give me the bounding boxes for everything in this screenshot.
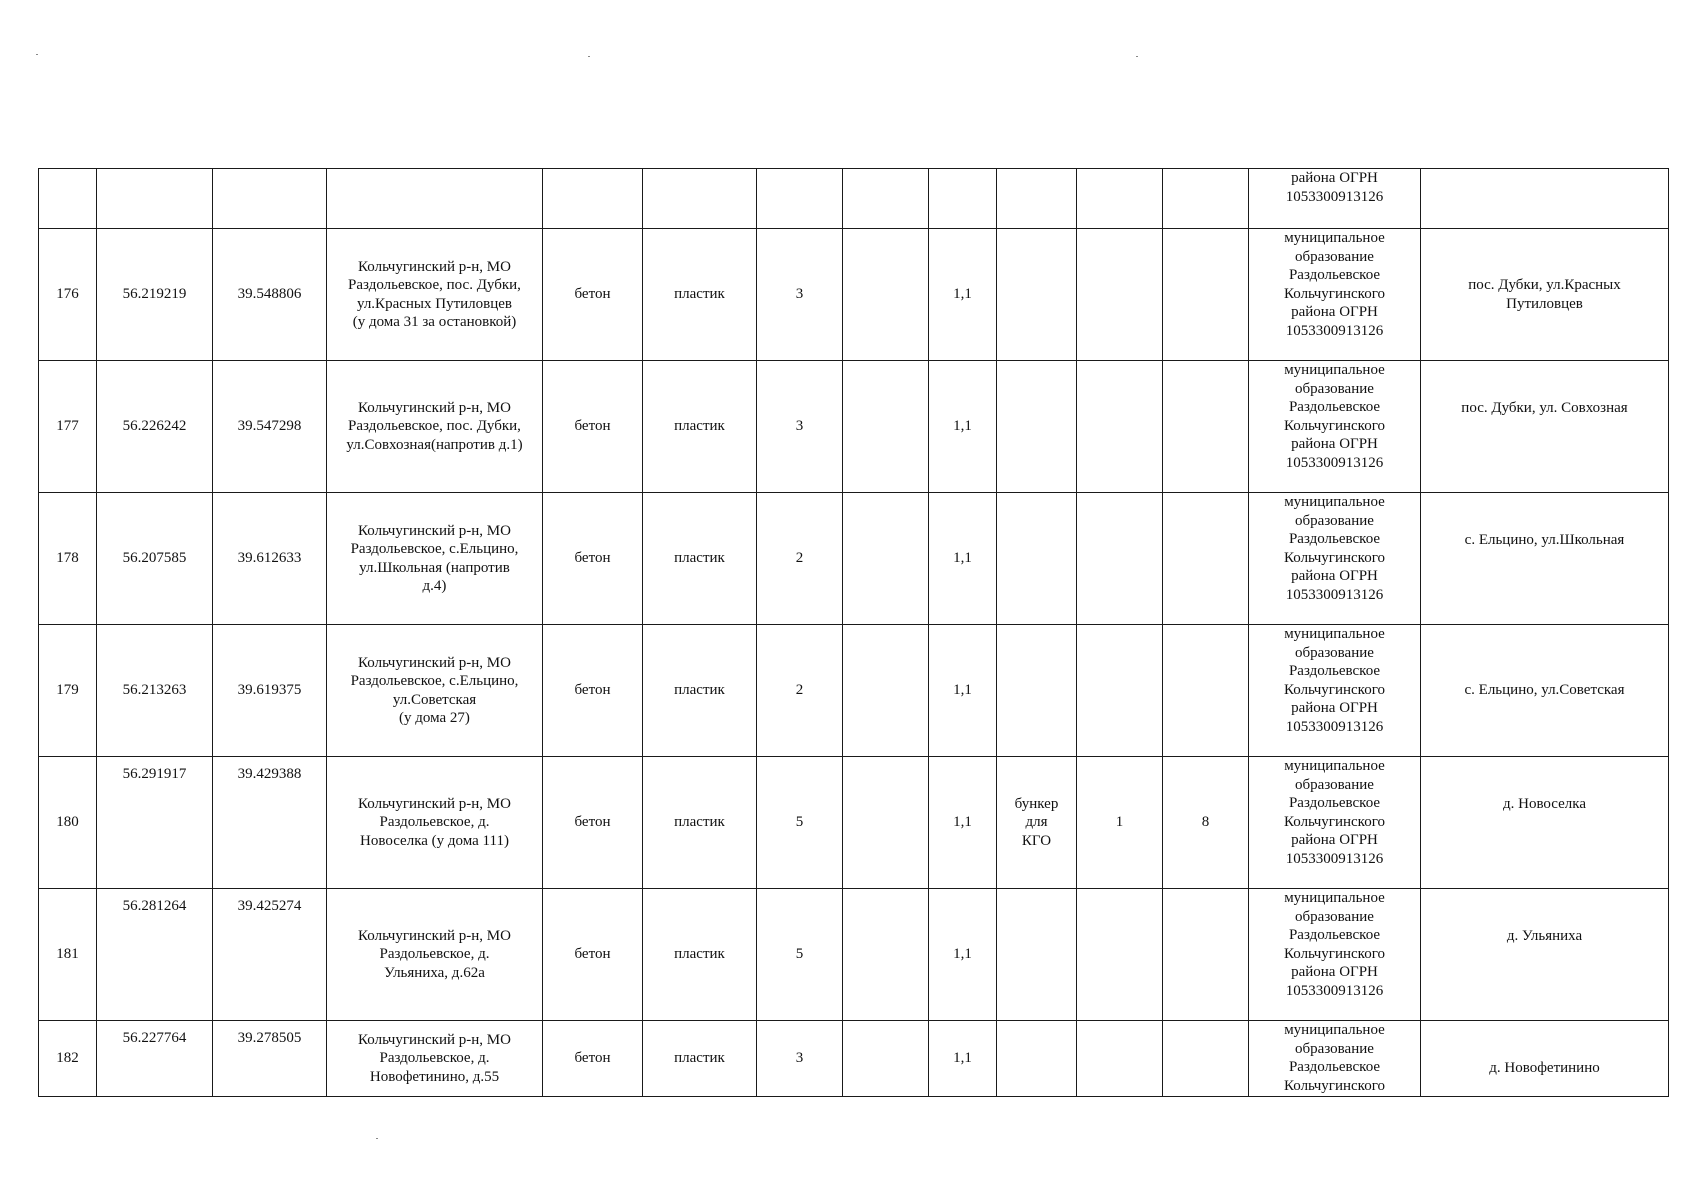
container-text: пластик: [674, 682, 725, 699]
volume-text: 1,1: [953, 286, 972, 303]
cell-num: [39, 889, 97, 1021]
cell-bunker-type: [997, 169, 1077, 229]
count-text: 3: [795, 286, 804, 303]
num-text: 179: [56, 682, 79, 699]
cell-count: [757, 1021, 843, 1097]
count-text: 3: [795, 1050, 804, 1067]
volume-text: 1,1: [953, 550, 972, 567]
base-text: бетон: [574, 682, 611, 699]
cell-bunker-volume: [1163, 361, 1249, 493]
scan-speck: [36, 54, 38, 55]
cell-base: [543, 625, 643, 757]
address-text: Кольчугинский р-н, МО Раздольевское, с.Ельцино, ул.Советская (у дома 27): [350, 654, 519, 726]
volume-text: 1,1: [953, 946, 972, 963]
cell-bunker-count: [1077, 361, 1163, 493]
cell-num: [39, 169, 97, 229]
address-text: Кольчугинский р-н, МО Раздольевское, д. Новоселка (у дома 111): [358, 795, 511, 849]
cell-volume: [929, 889, 997, 1021]
count-text: 2: [795, 682, 804, 699]
cell-lon: [213, 625, 327, 757]
cell-volume: [929, 169, 997, 229]
lon-text: 39.612633: [237, 550, 302, 567]
source-text: пос. Дубки, ул. Совхозная: [1461, 400, 1628, 416]
num-text: 176: [56, 286, 79, 303]
cell-lat: [97, 361, 213, 493]
cell-bunker-type: [997, 361, 1077, 493]
cell-container: [643, 757, 757, 889]
source-text: пос. Дубки, ул.Красных Путиловцев: [1468, 277, 1621, 312]
bunker-count-text: 1: [1115, 814, 1124, 831]
cell-owner: [1249, 361, 1421, 493]
table-row: [39, 493, 1669, 625]
num-text: 180: [56, 814, 79, 831]
cell-bunker-count: [1077, 169, 1163, 229]
cell-bunker-count: [1077, 229, 1163, 361]
num-text: 177: [56, 418, 79, 435]
cell-empty: [843, 625, 929, 757]
owner-text: муниципальное образование Раздольевское Кольчугинского района ОГРН 1053300913126: [1284, 626, 1385, 735]
cell-empty: [843, 1021, 929, 1097]
table-row: [39, 625, 1669, 757]
cell-bunker-count: [1077, 757, 1163, 889]
continuation-row: [39, 169, 1669, 229]
cell-count: [757, 361, 843, 493]
cell-bunker-type: [997, 889, 1077, 1021]
lat-text: 56.281264: [122, 898, 187, 914]
bunker-type-text: бункер для КГО: [1014, 795, 1059, 849]
cell-count: [757, 169, 843, 229]
bunker-volume-text: 8: [1201, 814, 1210, 831]
cell-count: [757, 493, 843, 625]
cell-bunker-volume: [1163, 1021, 1249, 1097]
address-text: Кольчугинский р-н, МО Раздольевское, пос. Дубки, ул.Красных Путиловцев (у дома 31 за остановкой): [348, 258, 521, 330]
lat-text: 56.226242: [122, 418, 187, 435]
scan-speck: [588, 56, 590, 57]
owner-text: муниципальное образование Раздольевское Кольчугинского района ОГРН 1053300913126: [1284, 362, 1385, 471]
lat-text: 56.291917: [122, 766, 187, 782]
source-text: с. Ельцино, ул.Советская: [1464, 682, 1625, 699]
table-row: [39, 1021, 1669, 1097]
owner-text: района ОГРН 1053300913126: [1285, 170, 1384, 205]
cell-lon: [213, 361, 327, 493]
lat-text: 56.207585: [122, 550, 187, 567]
cell-source: [1421, 169, 1669, 229]
lon-text: 39.548806: [237, 286, 302, 303]
cell-container: [643, 493, 757, 625]
container-text: пластик: [674, 814, 725, 831]
num-text: 178: [56, 550, 79, 567]
owner-text: муниципальное образование Раздольевское Кольчугинского района ОГРН 1053300913126: [1284, 230, 1385, 339]
cell-bunker-type: [997, 493, 1077, 625]
cell-owner: [1249, 757, 1421, 889]
owner-text: муниципальное образование Раздольевское Кольчугинского района ОГРН 1053300913126: [1284, 758, 1385, 867]
cell-num: [39, 493, 97, 625]
cell-bunker-volume: [1163, 169, 1249, 229]
cell-owner: [1249, 625, 1421, 757]
lon-text: 39.429388: [237, 766, 302, 782]
volume-text: 1,1: [953, 814, 972, 831]
table-row: [39, 889, 1669, 1021]
count-text: 2: [795, 550, 804, 567]
cell-lon: [213, 757, 327, 889]
source-text: д. Ульяниха: [1506, 928, 1583, 944]
cell-bunker-count: [1077, 1021, 1163, 1097]
lon-text: 39.547298: [237, 418, 302, 435]
scan-speck: [1136, 56, 1138, 57]
cell-container: [643, 169, 757, 229]
cell-bunker-volume: [1163, 493, 1249, 625]
table-row: [39, 361, 1669, 493]
cell-base: [543, 361, 643, 493]
cell-lon: [213, 889, 327, 1021]
volume-text: 1,1: [953, 682, 972, 699]
cell-bunker-volume: [1163, 229, 1249, 361]
address-text: Кольчугинский р-н, МО Раздольевское, д. Ульяниха, д.62а: [358, 927, 511, 981]
cell-bunker-volume: [1163, 757, 1249, 889]
cell-empty: [843, 169, 929, 229]
cell-count: [757, 889, 843, 1021]
cell-bunker-count: [1077, 625, 1163, 757]
cell-lat: [97, 1021, 213, 1097]
num-text: 181: [56, 946, 79, 963]
cell-num: [39, 1021, 97, 1097]
cell-lat: [97, 493, 213, 625]
base-text: бетон: [574, 550, 611, 567]
cell-owner: [1249, 493, 1421, 625]
cell-count: [757, 757, 843, 889]
container-text: пластик: [674, 418, 725, 435]
count-text: 3: [795, 418, 804, 435]
cell-lat: [97, 625, 213, 757]
cell-num: [39, 361, 97, 493]
cell-container: [643, 361, 757, 493]
cell-address: [327, 757, 543, 889]
cell-base: [543, 169, 643, 229]
cell-address: [327, 229, 543, 361]
waste-site-registry-table: [38, 168, 1669, 1097]
cell-container: [643, 1021, 757, 1097]
num-text: 182: [56, 1050, 79, 1067]
cell-address: [327, 625, 543, 757]
lon-text: 39.278505: [237, 1030, 302, 1046]
cell-base: [543, 493, 643, 625]
cell-bunker-type: [997, 625, 1077, 757]
cell-source: [1421, 493, 1669, 625]
owner-text: муниципальное образование Раздольевское Кольчугинского: [1284, 1022, 1385, 1094]
cell-base: [543, 229, 643, 361]
base-text: бетон: [574, 946, 611, 963]
lon-text: 39.425274: [237, 898, 302, 914]
base-text: бетон: [574, 1050, 611, 1067]
base-text: бетон: [574, 418, 611, 435]
owner-text: муниципальное образование Раздольевское Кольчугинского района ОГРН 1053300913126: [1284, 494, 1385, 603]
base-text: бетон: [574, 814, 611, 831]
cell-container: [643, 229, 757, 361]
container-text: пластик: [674, 550, 725, 567]
registry-body: [39, 169, 1669, 1097]
cell-volume: [929, 757, 997, 889]
table-row: [39, 757, 1669, 889]
address-text: Кольчугинский р-н, МО Раздольевское, пос. Дубки, ул.Совхозная(напротив д.1): [346, 399, 523, 453]
cell-bunker-count: [1077, 889, 1163, 1021]
cell-empty: [843, 229, 929, 361]
cell-owner: [1249, 889, 1421, 1021]
cell-lat: [97, 889, 213, 1021]
volume-text: 1,1: [953, 418, 972, 435]
cell-address: [327, 361, 543, 493]
cell-volume: [929, 361, 997, 493]
source-text: с. Ельцино, ул.Школьная: [1464, 532, 1625, 548]
cell-container: [643, 625, 757, 757]
container-text: пластик: [674, 946, 725, 963]
cell-source: [1421, 361, 1669, 493]
cell-source: [1421, 889, 1669, 1021]
cell-bunker-volume: [1163, 889, 1249, 1021]
volume-text: 1,1: [953, 1050, 972, 1067]
cell-owner: [1249, 1021, 1421, 1097]
lon-text: 39.619375: [237, 682, 302, 699]
address-text: Кольчугинский р-н, МО Раздольевское, д. Новофетинино, д.55: [358, 1031, 511, 1085]
cell-bunker-type: [997, 229, 1077, 361]
cell-lon: [213, 1021, 327, 1097]
cell-volume: [929, 625, 997, 757]
scan-speck: [376, 1138, 378, 1139]
container-text: пластик: [674, 1050, 725, 1067]
cell-source: [1421, 1021, 1669, 1097]
cell-bunker-volume: [1163, 625, 1249, 757]
cell-bunker-type: [997, 1021, 1077, 1097]
cell-num: [39, 625, 97, 757]
cell-address: [327, 169, 543, 229]
base-text: бетон: [574, 286, 611, 303]
cell-num: [39, 229, 97, 361]
container-text: пластик: [674, 286, 725, 303]
owner-text: муниципальное образование Раздольевское Кольчугинского района ОГРН 1053300913126: [1284, 890, 1385, 999]
cell-base: [543, 1021, 643, 1097]
cell-bunker-type: [997, 757, 1077, 889]
cell-lon: [213, 229, 327, 361]
source-text: д. Новоселка: [1502, 796, 1587, 812]
cell-lon: [213, 169, 327, 229]
cell-empty: [843, 757, 929, 889]
cell-lon: [213, 493, 327, 625]
lat-text: 56.227764: [122, 1030, 187, 1046]
cell-source: [1421, 625, 1669, 757]
cell-container: [643, 889, 757, 1021]
cell-address: [327, 1021, 543, 1097]
cell-bunker-count: [1077, 493, 1163, 625]
cell-empty: [843, 361, 929, 493]
cell-volume: [929, 229, 997, 361]
cell-count: [757, 625, 843, 757]
count-text: 5: [795, 946, 804, 963]
cell-base: [543, 889, 643, 1021]
table-row: [39, 229, 1669, 361]
cell-address: [327, 889, 543, 1021]
cell-lat: [97, 757, 213, 889]
cell-volume: [929, 1021, 997, 1097]
cell-num: [39, 757, 97, 889]
cell-volume: [929, 493, 997, 625]
lat-text: 56.219219: [122, 286, 187, 303]
cell-owner: [1249, 169, 1421, 229]
address-text: Кольчугинский р-н, МО Раздольевское, с.Ельцино, ул.Школьная (напротив д.4): [350, 522, 519, 594]
cell-empty: [843, 889, 929, 1021]
cell-owner: [1249, 229, 1421, 361]
source-text: д. Новофетинино: [1489, 1060, 1600, 1076]
cell-source: [1421, 757, 1669, 889]
cell-empty: [843, 493, 929, 625]
cell-count: [757, 229, 843, 361]
cell-lat: [97, 169, 213, 229]
count-text: 5: [795, 814, 804, 831]
cell-source: [1421, 229, 1669, 361]
lat-text: 56.213263: [122, 682, 187, 699]
cell-address: [327, 493, 543, 625]
cell-lat: [97, 229, 213, 361]
cell-base: [543, 757, 643, 889]
